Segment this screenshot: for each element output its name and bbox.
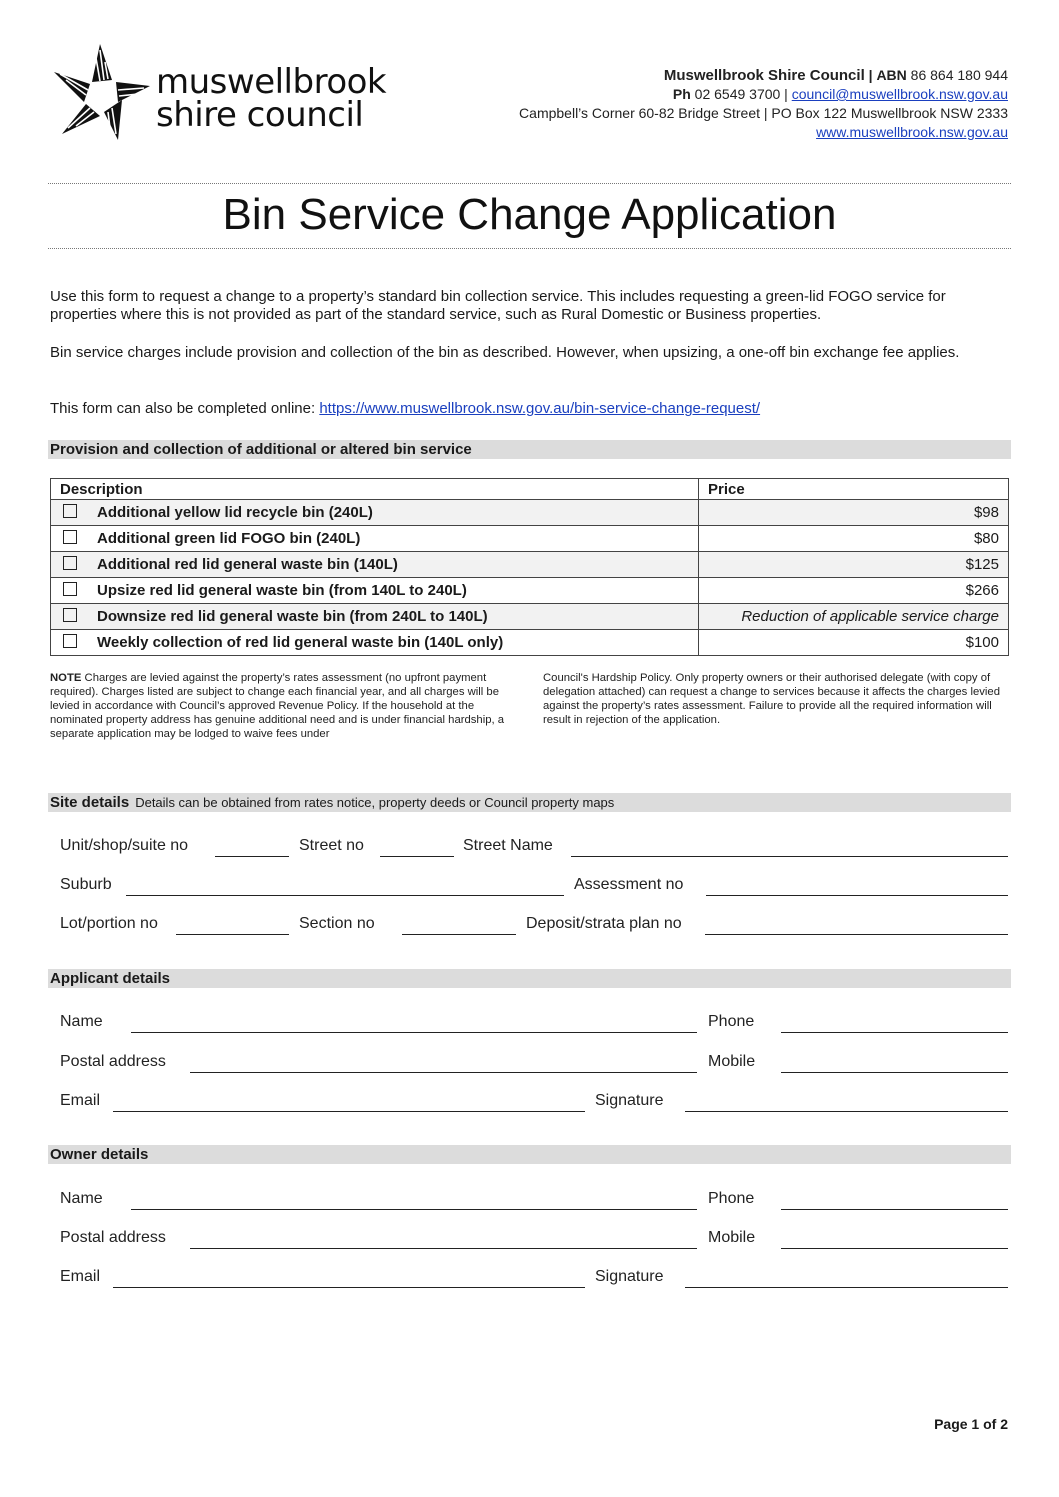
online-prefix: This form can also be completed online: [50, 400, 316, 417]
owner-name-input[interactable] [131, 1209, 697, 1210]
applicant-email-input[interactable] [113, 1111, 585, 1112]
unit-input[interactable] [215, 856, 289, 857]
checkbox[interactable] [63, 608, 77, 622]
row-label: Additional green lid FOGO bin (240L) [97, 530, 361, 547]
fees-header-row [51, 479, 1009, 500]
row-label: Upsize red lid general waste bin (from 140L to 240L) [97, 582, 467, 599]
site-section-header [48, 793, 1011, 812]
section-label: Section no [299, 915, 375, 932]
table-row [51, 630, 1009, 656]
page-title: Bin Service Change Application [222, 190, 837, 239]
table-row [51, 604, 1009, 630]
street-no-label: Street no [299, 837, 364, 854]
unit-label: Unit/shop/suite no [60, 837, 189, 854]
owner-name-label: Name [60, 1190, 103, 1207]
note-left [50, 671, 512, 741]
divider-top [48, 183, 1011, 184]
table-row [51, 526, 1009, 552]
phone-label: Ph [672, 86, 691, 102]
postal-address: Campbell’s Corner 60-82 Bridge Street | PO Box 122 Muswellbrook NSW 2333 [519, 105, 1008, 121]
checkbox[interactable] [63, 530, 77, 544]
logo-wordmark [156, 62, 387, 135]
owner-section-header: Owner details [48, 1145, 1011, 1164]
col-description: Description [51, 479, 699, 500]
page-number: Page 1 of 2 [934, 1416, 1008, 1432]
note-right: Council's Hardship Policy. Only property owners or their authorised delegate (with copy of delegation attached) can request a change to services because it affects the charges levied against the property’s rates assessment. Failure to provide all the required information will result in rejection of the application. [543, 672, 1000, 726]
applicant-postal-label: Postal address [60, 1053, 166, 1070]
table-row [51, 578, 1009, 604]
checkbox[interactable] [63, 582, 77, 596]
row-price: $125 [699, 552, 1009, 578]
owner-mobile-input[interactable] [781, 1248, 1008, 1249]
checkbox[interactable] [63, 634, 77, 648]
email-link[interactable]: council@muswellbrook.nsw.gov.au [791, 86, 1008, 102]
owner-postal-label: Postal address [60, 1229, 166, 1246]
deposit-label: Deposit/strata plan no [526, 915, 682, 932]
owner-phone-label: Phone [708, 1190, 755, 1207]
fees-table [50, 478, 1009, 656]
intro-paragraph-2: Bin service charges include provision and collection of the bin as described. However, when upsizing, a one-off bin exchange fee applies. [50, 344, 960, 361]
row-label: Weekly collection of red lid general waste bin (140L only) [97, 634, 504, 651]
site-section-subtitle: Details can be obtained from rates notice, property deeds or Council property maps [135, 795, 615, 810]
applicant-signature-input[interactable] [685, 1111, 1008, 1112]
site-section-title: Site details [50, 794, 130, 811]
owner-postal-input[interactable] [190, 1248, 697, 1249]
checkbox[interactable] [63, 556, 77, 570]
lot-label: Lot/portion no [60, 915, 158, 932]
table-row [51, 552, 1009, 578]
applicant-phone-input[interactable] [781, 1032, 1008, 1033]
row-price: $98 [699, 500, 1009, 526]
applicant-section-header: Applicant details [48, 969, 1011, 988]
fees-section-header: Provision and collection of additional or altered bin service [48, 440, 1011, 459]
online-form-link[interactable]: https://www.muswellbrook.nsw.gov.au/bin-service-change-request/ [319, 400, 761, 417]
intro-paragraph-1: Use this form to request a change to a property’s standard bin collection service. This includes requesting a green-lid FOGO service for properties where this is not provided as part of the standard service, such as Rural Domestic or Business properties. [50, 288, 946, 323]
note-left-text: Charges are levied against the property’s rates assessment (no upfront payment required). Charges listed are subject to change each financial year, and all charges will be levied in accordance with Council’s approved Revenue Policy. If the household at the nominated property address has genuine additional need and is under financial hardship, a separate application may be lodged to waive fees under [50, 672, 505, 740]
suburb-label: Suburb [60, 876, 112, 893]
owner-email-label: Email [60, 1268, 101, 1285]
owner-mobile-label: Mobile [708, 1229, 756, 1246]
row-label: Additional red lid general waste bin (140L) [97, 556, 398, 573]
contact-block: Muswellbrook Shire Council | ABN 86 864 180 944 Ph 02 6549 3700 | council@muswellbrook.nsw.gov.au Campbell’s Corner 60-82 Bridge Street | PO Box 122 Muswellbrook NSW 2333 www.muswellbrook.nsw.gov.au [519, 67, 1008, 140]
owner-signature-input[interactable] [685, 1287, 1008, 1288]
row-price: $266 [699, 578, 1009, 604]
logo-line2: shire council [156, 95, 364, 135]
applicant-email-label: Email [60, 1092, 101, 1109]
street-name-label: Street Name [463, 837, 553, 854]
note-label: NOTE [50, 672, 82, 684]
applicant-name-input[interactable] [131, 1032, 697, 1033]
row-price: Reduction of applicable service charge [699, 604, 1009, 630]
divider-bottom [48, 248, 1011, 249]
row-label: Downsize red lid general waste bin (from 240L to 140L) [97, 608, 488, 625]
table-row [51, 500, 1009, 526]
deposit-input[interactable] [705, 934, 1008, 935]
abn-label: ABN [876, 67, 907, 83]
phone-value: 02 6549 3700 [694, 86, 781, 102]
applicant-postal-input[interactable] [190, 1072, 697, 1073]
applicant-phone-label: Phone [708, 1013, 755, 1030]
street-name-input[interactable] [571, 856, 1008, 857]
row-price: $80 [699, 526, 1009, 552]
suburb-input[interactable] [126, 895, 564, 896]
assessment-input[interactable] [706, 895, 1008, 896]
applicant-mobile-input[interactable] [781, 1072, 1008, 1073]
org-name: Muswellbrook Shire Council [663, 67, 865, 84]
owner-phone-input[interactable] [781, 1209, 1008, 1210]
assessment-label: Assessment no [574, 876, 684, 893]
intro-paragraph-3 [50, 400, 1010, 418]
applicant-signature-label: Signature [595, 1092, 664, 1109]
owner-signature-label: Signature [595, 1268, 664, 1285]
applicant-mobile-label: Mobile [708, 1053, 756, 1070]
row-label: Additional yellow lid recycle bin (240L) [97, 504, 373, 521]
council-logo-icon [52, 42, 152, 142]
lot-input[interactable] [176, 934, 289, 935]
owner-email-input[interactable] [113, 1287, 585, 1288]
logo-line1: muswellbrook [156, 62, 387, 102]
col-price: Price [699, 479, 1009, 500]
checkbox[interactable] [63, 504, 77, 518]
abn-value: 86 864 180 944 [910, 67, 1008, 83]
street-no-input[interactable] [380, 856, 454, 857]
section-input[interactable] [402, 934, 516, 935]
website-link[interactable]: www.muswellbrook.nsw.gov.au [816, 124, 1008, 140]
row-price: $100 [699, 630, 1009, 656]
applicant-name-label: Name [60, 1013, 103, 1030]
